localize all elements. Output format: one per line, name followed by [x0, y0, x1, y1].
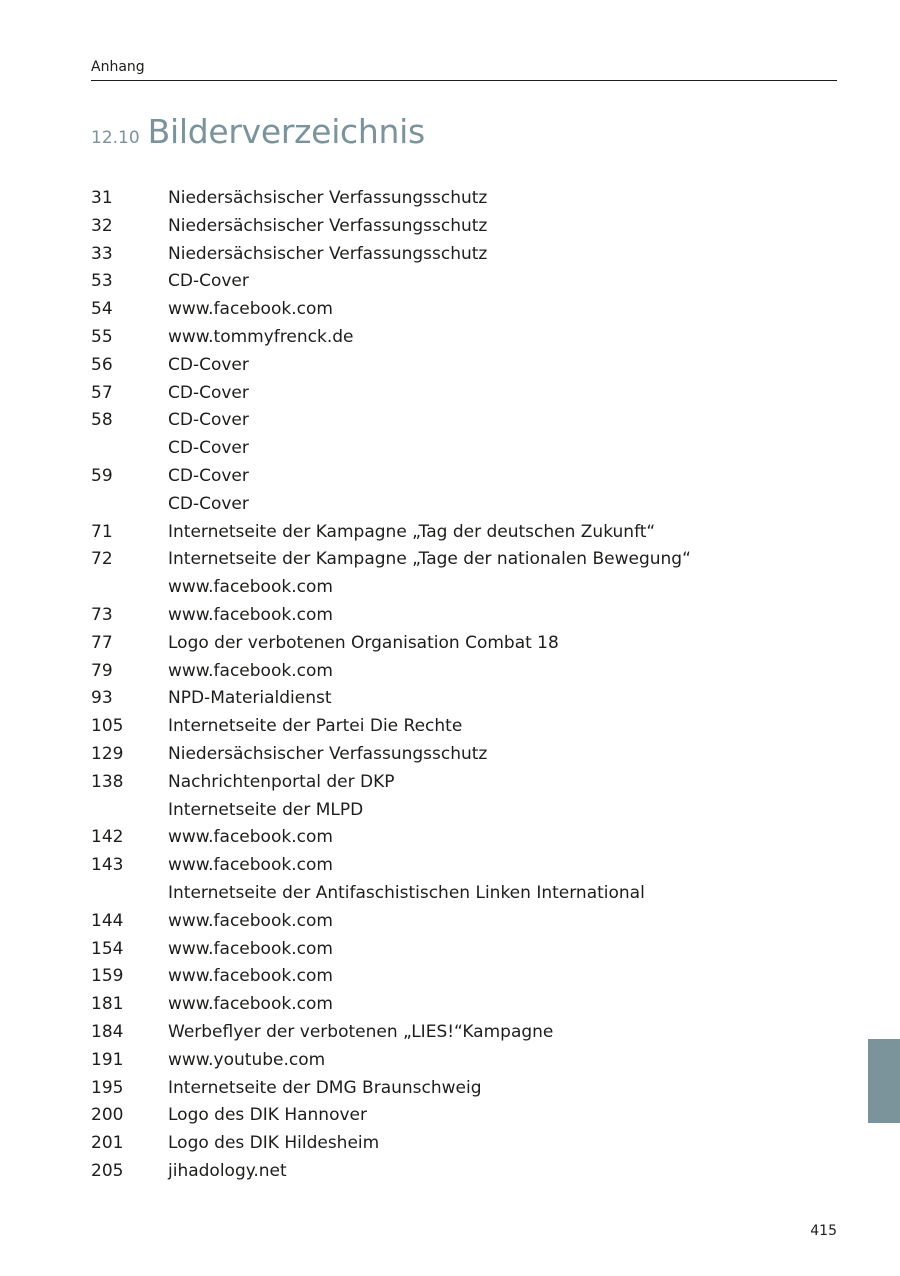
entry-source: Niedersächsischer Verfassungsschutz: [168, 215, 488, 236]
entry-page-number: 191: [91, 1049, 124, 1070]
entry-source: CD-Cover: [168, 438, 249, 459]
entry-source: Logo der verbotenen Organisation Combat 18: [168, 632, 559, 653]
entry-source: Niedersächsischer Verfassungsschutz: [168, 743, 488, 764]
list-item: [91, 407, 837, 435]
entry-page-number: 32: [91, 215, 113, 236]
entry-source: Logo des DIK Hannover: [168, 1105, 367, 1126]
entry-page-number: 79: [91, 660, 113, 681]
list-item: [91, 1102, 837, 1130]
entry-source: CD-Cover: [168, 493, 249, 514]
list-item: [91, 324, 837, 352]
list-item: [91, 1019, 837, 1047]
entry-page-number: 71: [91, 521, 113, 542]
list-item: [91, 435, 837, 463]
list-item: [91, 185, 837, 213]
list-item: [91, 268, 837, 296]
entry-source: www.facebook.com: [168, 827, 333, 848]
list-item: [91, 630, 837, 658]
entry-source: Internetseite der Kampagne „Tage der nationalen Bewegung“: [168, 549, 691, 570]
entry-page-number: 57: [91, 382, 113, 403]
list-item: [91, 685, 837, 713]
entry-page-number: 142: [91, 827, 124, 848]
entry-page-number: 53: [91, 271, 113, 292]
list-item: [91, 574, 837, 602]
list-item: [91, 602, 837, 630]
entry-source: Niedersächsischer Verfassungsschutz: [168, 243, 488, 264]
entry-page-number: 159: [91, 966, 124, 987]
list-item: [91, 380, 837, 408]
list-item: [91, 769, 837, 797]
entry-page-number: 205: [91, 1160, 124, 1181]
entry-source: www.facebook.com: [168, 299, 333, 320]
entry-source: Internetseite der Kampagne „Tag der deutschen Zukunft“: [168, 521, 656, 542]
list-item: [91, 296, 837, 324]
list-item: [91, 1158, 837, 1186]
entry-page-number: 58: [91, 410, 113, 431]
entry-source: CD-Cover: [168, 465, 249, 486]
list-item: [91, 852, 837, 880]
list-item: [91, 658, 837, 686]
chapter-title: Bilderverzeichnis: [147, 112, 425, 151]
chapter-number: 12.10: [91, 128, 140, 148]
list-item: [91, 241, 837, 269]
entry-source: www.facebook.com: [168, 910, 333, 931]
entry-page-number: 143: [91, 855, 124, 876]
entry-page-number: 56: [91, 354, 113, 375]
entry-page-number: 105: [91, 716, 124, 737]
entry-page-number: 201: [91, 1133, 124, 1154]
list-item: [91, 908, 837, 936]
page-number: 415: [810, 1223, 837, 1239]
entry-source: CD-Cover: [168, 271, 249, 292]
entry-page-number: 129: [91, 743, 124, 764]
entry-page-number: 33: [91, 243, 113, 264]
running-header-title: Anhang: [91, 59, 145, 75]
entry-page-number: 154: [91, 938, 124, 959]
entry-source: Internetseite der Partei Die Rechte: [168, 716, 463, 737]
entry-source: Internetseite der DMG Braunschweig: [168, 1077, 482, 1098]
entry-page-number: 55: [91, 326, 113, 347]
entry-page-number: 72: [91, 549, 113, 570]
entry-page-number: 138: [91, 771, 124, 792]
list-item: [91, 824, 837, 852]
entry-source: CD-Cover: [168, 354, 249, 375]
entry-source: www.facebook.com: [168, 577, 333, 598]
entry-page-number: 184: [91, 1021, 124, 1042]
entry-source: Internetseite der Antifaschistischen Linken International: [168, 882, 645, 903]
list-item: [91, 713, 837, 741]
section-thumb-tab: [868, 1039, 900, 1123]
list-item: [91, 213, 837, 241]
entry-page-number: 54: [91, 299, 113, 320]
list-item: [91, 519, 837, 547]
list-item: [91, 991, 837, 1019]
entry-page-number: 93: [91, 688, 113, 709]
entry-source: www.facebook.com: [168, 938, 333, 959]
entry-page-number: 77: [91, 632, 113, 653]
list-item: [91, 797, 837, 825]
entry-page-number: 59: [91, 465, 113, 486]
list-item: [91, 963, 837, 991]
entry-page-number: 31: [91, 188, 113, 208]
entry-source: jihadology.net: [168, 1160, 287, 1181]
entry-source: CD-Cover: [168, 410, 249, 431]
chapter-heading: [91, 112, 425, 151]
entry-source: www.facebook.com: [168, 994, 333, 1015]
entry-source: Logo des DIK Hildesheim: [168, 1133, 380, 1154]
running-header: [91, 58, 837, 81]
entry-page-number: 144: [91, 910, 124, 931]
list-item: [91, 936, 837, 964]
entry-source: CD-Cover: [168, 382, 249, 403]
entry-source: Internetseite der MLPD: [168, 799, 364, 820]
entry-source: Werbeflyer der verbotenen „LIES!“Kampagne: [168, 1021, 554, 1042]
list-item: [91, 463, 837, 491]
entry-source: www.youtube.com: [168, 1049, 326, 1070]
entry-source: www.facebook.com: [168, 855, 333, 876]
list-item: [91, 491, 837, 519]
entry-source: www.facebook.com: [168, 660, 333, 681]
list-item: [91, 741, 837, 769]
entry-source: Nachrichtenportal der DKP: [168, 771, 395, 792]
entry-page-number: 181: [91, 994, 124, 1015]
picture-credits-list: [91, 185, 837, 1186]
entry-page-number: 195: [91, 1077, 124, 1098]
list-item: [91, 880, 837, 908]
entry-source: NPD-Materialdienst: [168, 688, 332, 709]
entry-source: www.facebook.com: [168, 604, 333, 625]
entry-source: www.facebook.com: [168, 966, 333, 987]
list-item: [91, 546, 837, 574]
list-item: [91, 1047, 837, 1075]
entry-page-number: 200: [91, 1105, 124, 1126]
list-item: [91, 352, 837, 380]
entry-page-number: 73: [91, 604, 113, 625]
entry-source: www.tommyfrenck.de: [168, 326, 354, 347]
list-item: [91, 1075, 837, 1103]
entry-source: Niedersächsischer Verfassungsschutz: [168, 188, 488, 208]
list-item: [91, 1130, 837, 1158]
